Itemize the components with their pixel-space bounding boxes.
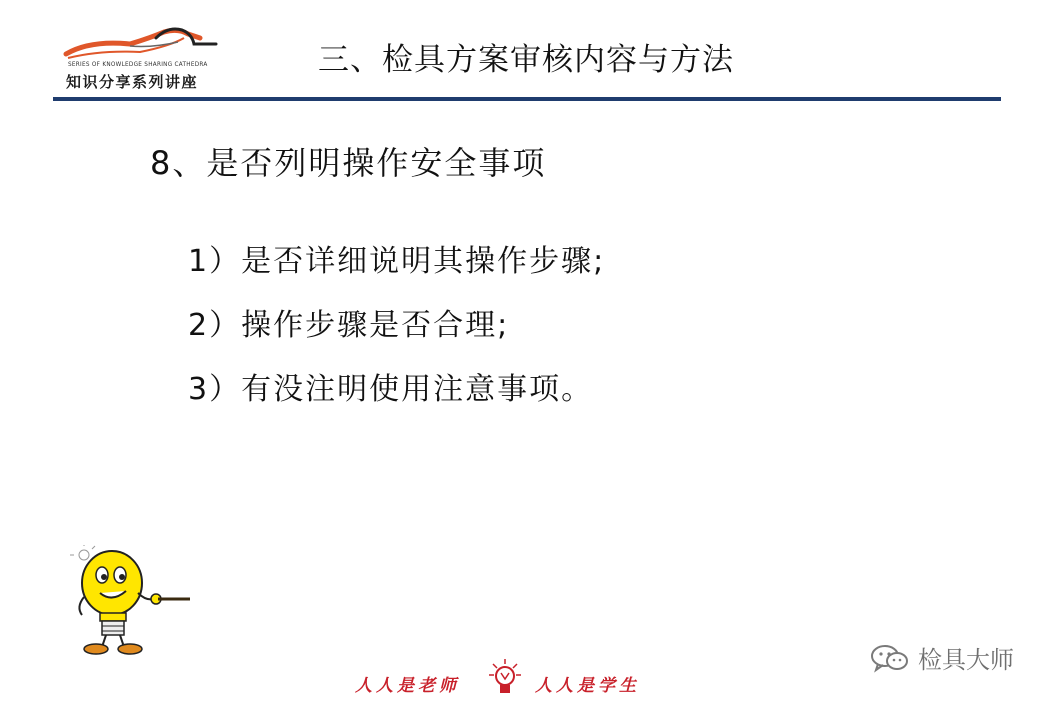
list-item: 3）有没注明使用注意事项。 — [188, 372, 594, 407]
list-item: 2）操作步骤是否合理; — [188, 308, 510, 343]
header-divider — [53, 97, 1001, 101]
wechat-watermark — [870, 640, 1014, 675]
motto-left-text: 人人是老师 — [355, 676, 460, 696]
wechat-icon — [870, 643, 910, 673]
section-heading: 8、是否列明操作安全事项 — [150, 144, 547, 182]
checklist — [188, 240, 605, 432]
page-title: 三、检具方案审核内容与方法 — [318, 42, 734, 78]
list-item: 1）是否详细说明其操作步骤; — [188, 244, 606, 279]
watermark-text: 检具大师 — [918, 646, 1014, 674]
logo-car-swoosh-icon — [60, 24, 230, 64]
logo-english-text: SERIES OF KNOWLEDGE SHARING CATHEDRA — [68, 61, 208, 68]
footer-motto — [355, 657, 660, 697]
logo-chinese-text: 知识分享系列讲座 — [66, 73, 199, 91]
lightbulb-mascot-icon — [68, 545, 193, 664]
lamp-emblem-icon — [487, 657, 523, 697]
series-logo — [60, 24, 230, 94]
motto-right-text: 人人是学生 — [535, 676, 640, 696]
